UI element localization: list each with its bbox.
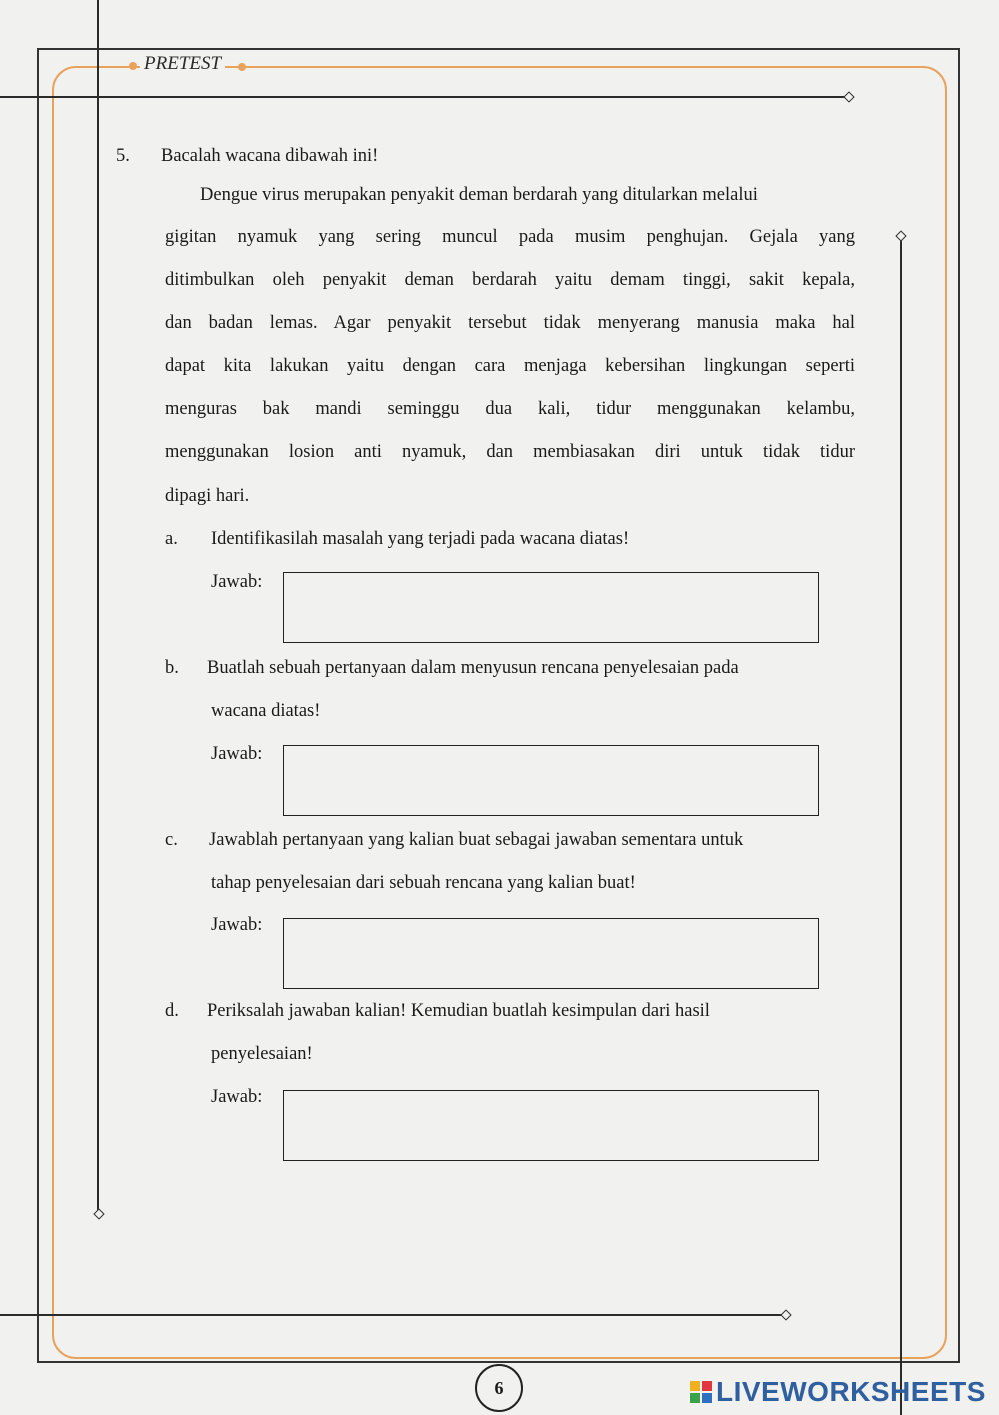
item-text-b: Buatlah sebuah pertanyaan dalam menyusun rencana penyelesaian pada xyxy=(207,658,739,678)
passage-line: dan badan lemas. Agar penyakit tersebut tidak menyerang manusia maka hal xyxy=(165,313,855,333)
answer-box-d[interactable] xyxy=(283,1090,819,1161)
item-letter-c: c. xyxy=(165,830,178,850)
item-letter-a: a. xyxy=(165,529,178,549)
passage-line: ditimbulkan oleh penyakit deman berdarah yaitu demam tinggi, sakit kepala, xyxy=(165,270,855,290)
item-text-a: Identifikasilah masalah yang terjadi pada wacana diatas! xyxy=(211,529,630,549)
item-text-c: Jawablah pertanyaan yang kalian buat sebagai jawaban sementara untuk xyxy=(209,830,744,850)
header-dot-left xyxy=(129,62,137,70)
passage-line: dapat kita lakukan yaitu dengan cara menjaga kebersihan lingkungan seperti xyxy=(165,356,855,376)
question-instruction: Bacalah wacana dibawah ini! xyxy=(161,146,379,166)
passage-line: menggunakan losion anti nyamuk, dan membiasakan diri untuk tidak tidur xyxy=(165,442,855,462)
passage-last-line: dipagi hari. xyxy=(165,486,250,506)
item-letter-b: b. xyxy=(165,658,179,678)
answer-box-b[interactable] xyxy=(283,745,819,816)
inner-orange-frame xyxy=(52,66,947,1359)
page-number-text: 6 xyxy=(494,1377,504,1398)
left-vertical-rule xyxy=(97,0,99,1212)
item-text-d: Periksalah jawaban kalian! Kemudian buatlah kesimpulan dari hasil xyxy=(207,1001,710,1021)
liveworksheets-brand[interactable] xyxy=(690,1376,986,1408)
bottom-horizontal-rule xyxy=(0,1314,785,1316)
header-dot-right xyxy=(238,63,246,71)
passage-line: Dengue virus merupakan penyakit deman berdarah yang ditularkan melalui xyxy=(200,185,758,205)
liveworksheets-logo-icon xyxy=(690,1381,712,1403)
right-vertical-rule xyxy=(900,236,902,1415)
item-text-d-line2: penyelesaian! xyxy=(211,1044,313,1064)
passage-line: menguras bak mandi seminggu dua kali, tidur menggunakan kelambu, xyxy=(165,399,855,419)
page-number xyxy=(475,1364,523,1412)
item-text-c-line2: tahap penyelesaian dari sebuah rencana yang kalian buat! xyxy=(211,873,636,893)
answer-label-c: Jawab: xyxy=(211,915,263,935)
answer-label-a: Jawab: xyxy=(211,572,263,592)
top-horizontal-rule xyxy=(0,96,848,98)
brand-text: LIVEWORKSHEETS xyxy=(716,1376,986,1407)
answer-label-b: Jawab: xyxy=(211,744,263,764)
question-number: 5. xyxy=(116,146,130,166)
passage-line: gigitan nyamuk yang sering muncul pada musim penghujan. Gejala yang xyxy=(165,227,855,247)
page-title: PRETEST xyxy=(140,53,225,75)
answer-label-d: Jawab: xyxy=(211,1087,263,1107)
answer-box-a[interactable] xyxy=(283,572,819,643)
item-text-b-line2: wacana diatas! xyxy=(211,701,321,721)
answer-box-c[interactable] xyxy=(283,918,819,989)
item-letter-d: d. xyxy=(165,1001,179,1021)
